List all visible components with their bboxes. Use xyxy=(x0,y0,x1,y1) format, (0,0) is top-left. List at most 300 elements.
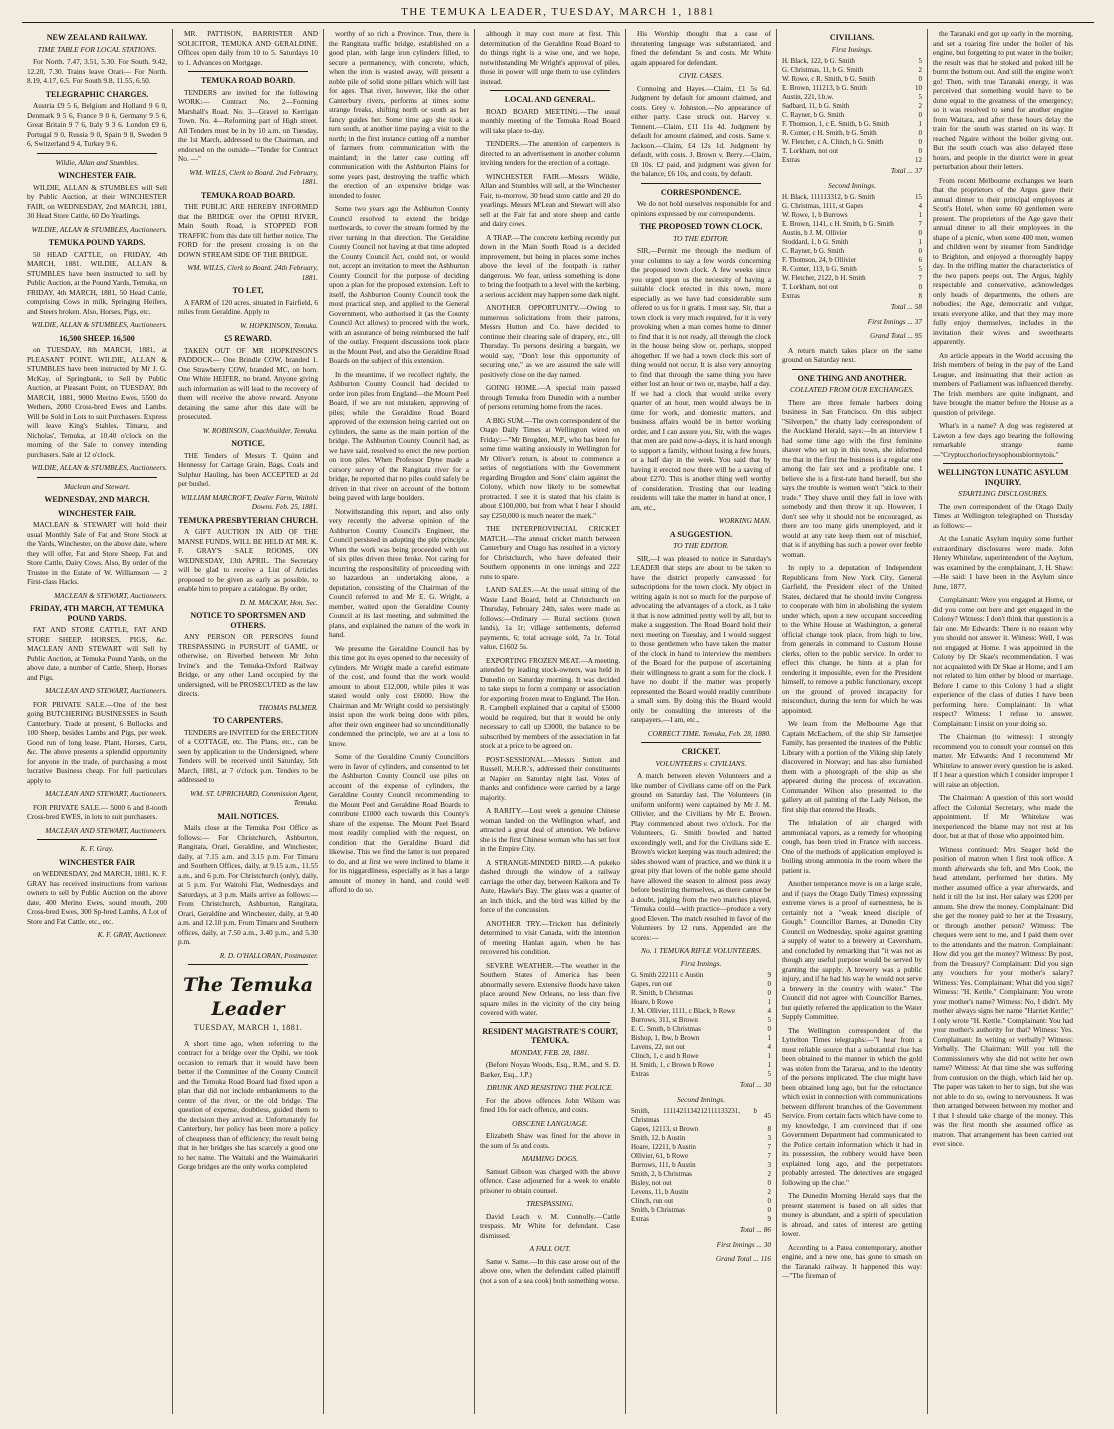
score-row xyxy=(782,102,922,111)
score-row xyxy=(631,1043,771,1052)
subheading: First Innings. xyxy=(680,958,722,968)
paragraph: TENDERS are invited for the following WORK:— Contract No. 2—Forming Marshall's Road. No. 3—Gravel to Kerrigan Town. No. 4—Reforming part of High street. All Tenders must be in by 10 a.m. on Tuesday, the 1st March, addressed to the Chairman, and endorsed on the outside—"Tender for Contract No. —" xyxy=(178,87,318,163)
divider xyxy=(37,477,157,478)
score-row xyxy=(631,1206,771,1215)
paragraph: For North. 7.47, 3.51, 5.30. For South. 9.42, 12.20, 7.30. Trains leave Orari— For North. 8.19, 4.17, 6.5. For South 9.8, 11.55, 6.50. xyxy=(27,57,167,85)
batsman-runs: 9 xyxy=(767,1215,771,1223)
batsman-runs: 5 xyxy=(767,1016,771,1024)
subheading: First Innings. xyxy=(831,44,873,54)
paragraph: LAND SALES.—At the usual sitting of the Waste Land Board, held at Christchurch on Thursday, February 24th, sales were made as follows:—Ordinary — Rural sections (town lands), 1a 1r; village settlements, deferred payments, 6; total acreage sold, 7a 1r. Total value, £1602 5s. xyxy=(480,585,620,651)
score-row xyxy=(782,283,922,292)
signature: WM. WILLS, Clerk to Board. 24th February, 1881. xyxy=(187,263,318,282)
batsman-name: Bishop, 1, lbw, b Brown xyxy=(631,1034,700,1042)
score-row xyxy=(782,247,922,256)
divider xyxy=(490,90,610,91)
batsman-runs: 12 xyxy=(915,156,922,164)
signature: WM. ST. UPRICHARD, Commission Agent, Temuka. xyxy=(190,788,318,807)
paragraph: We learn from the Melbourne Age that Captain McEachern, of the ship Sir Jamsetjee Family, has presented the trustees of the Public Library with a portion of the Viking ship lately discovered in Norway; and has also furnished them with a photograph of the ship as she appeared during the process of excavation. Commander Wilson also presented to the gallery an oil painting of the Lady Nelson, the first ship that entered the Heads. xyxy=(782,719,922,814)
paragraph: A GIFT AUCTION IN AID OF THE MANSE FUNDS, WILL BE HELD AT MR. K. F. GRAY'S SALE ROOMS, ON WEDNESDAY, 13th APRIL. The Secretary will be glad to receive a List of Articles proposed to be given as early as possible, to enable him to prepare a catalogue. By order, xyxy=(178,527,318,593)
paragraph: A BIG SUM.—The own correspondent of the Otago Daily Times at Wellington wired on Friday:—"Mr Brogden, M.P., who has been for some time waiting anxiously in Wellington for Mr Oliver's return, is about to commence a series of negotiations with the Government regarding Brogden and Sons' claim against the Colony, which now likely to be somewhat protracted. I see it is stated that his claim is about £100,000, but from what I hear I should say £250,000 is much nearer the mark." xyxy=(480,415,620,520)
batsman-runs: 1 xyxy=(767,998,771,1006)
heading: TO CARPENTERS. xyxy=(213,716,283,725)
score-row xyxy=(631,1134,771,1143)
batsman-name: Extras xyxy=(631,1215,649,1223)
subheading: TO THE EDITOR. xyxy=(673,233,729,243)
columns xyxy=(22,29,1094,1414)
heading: TEMUKA PRESBYTERIAN CHURCH. xyxy=(178,515,318,525)
batsman-runs: 3 xyxy=(767,1134,771,1142)
heading: TO LET, xyxy=(232,286,264,295)
paragraph: We do not hold ourselves responsible for and opinions expressed by our correspondents. xyxy=(631,199,771,218)
heading: TEMUKA ROAD BOARD. xyxy=(200,76,295,85)
signature: THOMAS PALMER. xyxy=(258,702,318,712)
divider xyxy=(37,839,157,840)
batsman-runs: 0 xyxy=(918,147,922,155)
score-row xyxy=(631,1052,771,1061)
batsman-name: W. Fletcher, 2122, b H. Smith xyxy=(782,274,866,282)
score-row xyxy=(782,229,922,238)
batsman-name: F. Thomson, 24, b Ollivier xyxy=(782,256,857,264)
subheading: CIVIL CASES. xyxy=(678,71,724,80)
score-row xyxy=(782,147,922,156)
heading: NEW ZEALAND RAILWAY. xyxy=(46,33,148,42)
column-3 xyxy=(324,29,475,1414)
batsman-runs: 0 xyxy=(918,283,922,291)
column-1 xyxy=(22,29,173,1414)
batsman-runs: 7 xyxy=(767,1143,771,1151)
heading: NOTICE TO SPORTSMEN AND OTHERS. xyxy=(190,611,306,630)
subheading: K. F. Gray. xyxy=(80,844,114,853)
paragraph: ANOTHER TRY.—Trickett has definitely determined to visit Canada, with the intention of meeting Hanlan again, when he has recovered his condition. xyxy=(480,918,620,956)
batsman-runs: 2 xyxy=(767,1188,771,1196)
paragraph: THE PUBLIC ARE HEREBY INFORMED that the BRIDGE over the OPIHI RIVER, Main South Road, is STOPPED FOR TRAFFIC from this date till further notice. The FORD for the present crossing is on the DOWN STREAM SIDE OF THE BRIDGE. xyxy=(178,202,318,259)
subheading: COLLATED FROM OUR EXCHANGES. xyxy=(790,385,914,394)
masthead-date: TUESDAY, MARCH 1, 1881. xyxy=(193,1023,303,1032)
scorecard-volunteers-first xyxy=(631,971,771,1079)
batsman-runs: 0 xyxy=(767,1197,771,1205)
heading: NOTICE. xyxy=(231,439,265,448)
subheading: Maclean and Stewart. xyxy=(63,481,131,491)
score-row xyxy=(782,93,922,102)
subheading: No. 1 TEMUKA RIFLE VOLUNTEERS. xyxy=(640,946,762,955)
signature: WILDIE, ALLAN & STUMBLES, Auctioneers. xyxy=(31,320,167,329)
subheading: TO THE EDITOR. xyxy=(673,541,729,550)
divider xyxy=(943,463,1063,464)
batsman-runs: 3 xyxy=(767,1161,771,1169)
paragraph: According to a Patea contemporary, another engine, and a new one, has gone to smash on the Taranaki railway. It happened this way:—"The fireman of xyxy=(782,1242,922,1280)
paragraph: A return match takes place on the same ground on Saturday next. xyxy=(782,345,922,364)
divider xyxy=(641,183,761,184)
newspaper-page xyxy=(22,6,1094,1416)
batsman-name: H. Black, 122, b G. Smith xyxy=(782,57,855,65)
score-row xyxy=(631,1070,771,1079)
batsman-runs: 5 xyxy=(918,57,922,65)
score-row xyxy=(631,1161,771,1170)
batsman-name: Gapes, run out xyxy=(631,980,673,988)
score-row xyxy=(631,1025,771,1034)
batsman-name: Austin, b J. M. Ollivier xyxy=(782,229,848,237)
divider xyxy=(188,71,308,72)
batsman-name: C. Rayner, b G. Smith xyxy=(782,247,845,255)
paragraph: WILDIE, ALLAN & STUMBLES will Sell by Public Auction, at their WINCHESTER FAIR, on WEDNESDAY, 2nd MARCH, 1881, 30 Head Store Cattle, 60 Do Yearlings. xyxy=(27,182,167,220)
divider xyxy=(188,964,308,965)
heading: TEMUKA ROAD BOARD. xyxy=(200,190,295,200)
score-row xyxy=(631,989,771,998)
paragraph: The own correspondent of the Otago Daily Times at Wellington telegraphed on Thursday as follows:— xyxy=(933,501,1073,530)
paragraph: Some of the Geraldine County Councillors were in favor of cylinders, and consented to let the Ashburton County Council use piles on account of the expense of cylinders, the Geraldine County Council recommending to the Mount Peel and Geraldine Road Boards to contribute £1000 each towards this County's share of the expense. The Mount Peel Board most readily complied with the request, on condition that the Geraldine Board did likewise. This we find the latter is not prepared to do, and at first we were inclined to blame it for its niggardliness, especially as it has a large amount of money in hand, and could well afford to do so. xyxy=(329,752,469,894)
score-row xyxy=(631,980,771,989)
score-row xyxy=(782,138,922,147)
heading: 16,500 SHEEP. 16,500 xyxy=(59,333,135,343)
scorecard-civilians-second xyxy=(782,193,922,301)
signature: R. D. O'HALLORAN, Postmaster. xyxy=(219,950,318,960)
paragraph: Austria £9 5 6, Belgium and Holland 9 6 0, Denmark 9 5 6, France 9 0 6, Germany 9 5 6, Great Britain 9 7 6, Italy 9 3 6. London £9 6, Portugal 9 0, Russia 9 0, Spain 9 8, Sweden 9 6, Switzerland 9 4, Turkey 9 6. xyxy=(27,101,167,148)
score-row xyxy=(782,265,922,274)
heading: WEDNESDAY, 2ND MARCH. xyxy=(44,495,150,504)
paragraph: A FARM of 120 acres, situated in Fairfield, 6 miles from Geraldine. Apply to xyxy=(178,297,318,316)
score-row xyxy=(782,202,922,211)
paragraph: FAT AND STORE CATTLE, FAT AND STORE SHEEP, HORSES, PIGS, &c. MACLEAN AND STEWART will Sell by Public Auction, at Temuka Pound Yards, on the above date, a number of Cattle, Sheep, Horses and Pigs. xyxy=(27,625,167,682)
batsman-runs: 2 xyxy=(918,66,922,74)
score-row xyxy=(631,998,771,1007)
subheading: OBSCENE LANGUAGE. xyxy=(512,1118,588,1128)
heading: RESIDENT MAGISTRATE'S COURT, TEMUKA. xyxy=(482,1026,618,1045)
score-row xyxy=(631,1034,771,1043)
paragraph: FOR PRIVATE SALE.—One of the best going BUTCHERING BUSINESSES in South Canterbury. Trade at present, 6 Bullocks and 100 Sheep, besides Lambs and Pigs, per week. Good run of long lease. Plant, Horses, Carts, &c. The above presents a splendid opportunity for anyone in the trade, of purchasing a most lucrative Business cheap. For full particulars apply to xyxy=(27,699,167,785)
heading: WINCHESTER FAIR xyxy=(58,857,136,867)
heading: TEMUKA POUND YARDS. xyxy=(48,238,146,247)
score-row xyxy=(631,1007,771,1016)
batsman-runs: 0 xyxy=(767,989,771,997)
paragraph: The inhalation of air charged with ammoniacal vapors, as a remedy for whooping cough, has been tried in France with success. One of the methods of application employed is boiling strong ammonia in the room where the patient is. xyxy=(782,818,922,875)
heading: FRIDAY, 4TH MARCH, AT TEMUKA POUND YARDS. xyxy=(29,604,165,623)
batsman-runs: 1 xyxy=(767,1034,771,1042)
heading: A SUGGESTION. xyxy=(669,529,733,539)
batsman-runs: 6 xyxy=(918,256,922,264)
paragraph: on TUESDAY, 8th MARCH, 1881, at PLEASANT POINT. WILDIE, ALLAN & STUMBLES have been instructed by Mr J. G. McKay, of Springbank, to Sell by Public Auction, at Pleasant Point, on TUESDAY, 8th MARCH, 1881, 9000 Merino Ewes, 5500 do Wethers, 2000 Cross-bred Ewes and Lambs. Will be Sold in Lots to suit Purchasers. Express will leave King's Stables, Timaru, and Nicholas', Temuka, at 10.40 o'clock on the morning of the Sale to convey intending purchasers. Sale at 12 o'clock. xyxy=(27,345,167,459)
batsman-name: Extras xyxy=(631,1070,649,1078)
batsman-runs: 4 xyxy=(767,1043,771,1051)
paragraph: There are three female barbers doing business in San Francisco. On this subject "Silverpen," the chatty lady correspondent of the Auckland Herald, says:—In an interview I had some time ago with the first feminine shaver who set up in this town, she informed me that in the first the business is a regular one among the fair sex and a profitable one. I believe she is a first-rate hand herself, but she says the trouble is women won't "stick to their trade." They shave until they fall in love with somebody and then throw it up. However, I don't see why it should not be encouraged, as there are too many girls unemployed, and it would at any rate keep them out of mischief, that is if anything has such a power over feeble woman. xyxy=(782,397,922,559)
batsman-name: Smith, b Christmas xyxy=(631,1206,685,1214)
signature: CORRECT TIME. Temuka, Feb. 28, 1880. xyxy=(647,728,771,738)
innings-total: Total ... 37 xyxy=(890,166,922,175)
paragraph: For the above offences John Wilson was fined 10s for each offence, and costs. xyxy=(480,1095,620,1114)
batsman-name: H. Black, 111113312, b G. Smith xyxy=(782,193,875,201)
batsman-name: R. Smith, b Christmas xyxy=(631,989,694,997)
batsman-runs: 2 xyxy=(918,102,922,110)
divider xyxy=(490,1022,610,1023)
column-7 xyxy=(928,29,1078,1414)
batsman-runs: 0 xyxy=(918,75,922,83)
paragraph: MACLEAN & STEWART will hold their usual Monthly Sale of Fat and Store Stock at the Yards, Winchester, on the above date, where they will offer, Fat and Store Sheep, Fat and Store Cattle, Dairy Cows. Also, By order of the Trustee in the Estate of W. Williamson — 2 First-class Hacks. xyxy=(27,520,167,586)
heading: WELLINGTON LUNATIC ASYLUM INQUIRY. xyxy=(937,468,1069,487)
paragraph: A match between eleven Volunteers and a like number of Civilians came off on the Park ground on Saturday last. The Volunteers (in uniform uniform) were captained by Mr J. M. Ollivier, and the Civilians by Mr E. Brown. Play commenced about two o'clock. For the Volunteers, G. Smith bowled and batted exceedingly well, and for the Civilians side E. Brown's wicket keeping was much admired; the sides showed want of practice, and we think it a great pity that lovers of the noble game should have allowed the season to almost pass away before bestirring themselves, as there cannot be a doubt, judging from the two matches played, 'Temuka could—with practice—produce a very good Eleven. The match resulted in favor of the Volunteers by 12 runs. Appended are the scores:— xyxy=(631,771,771,942)
batsman-runs: 0 xyxy=(918,229,922,237)
score-row xyxy=(782,120,922,129)
paragraph: In the meantime, if we recollect rightly, the Ashburton County Council had decided to order iron piles from England—the Mount Peel Board, if we are not mistaken, approving of piles; while the Geraldine Road Board approved of the extension being carried out on cylinders, the same as the main portion of the bridge. The Ashburton County Council had, as we have said, resolved to erect the new portion on iron piles. When Professor Dyne made a cursory survey of the Rangitata river for a bridge, he reported that no piles could safely be driven in that river on account of the bottom being paved with large boulders. xyxy=(329,369,469,502)
paragraph: Samuel Gibson was charged with the above offence. Case adjourned for a week to enable prisoner to obtain counsel. xyxy=(480,1166,620,1195)
batsman-runs: 0 xyxy=(767,1025,771,1033)
paragraph: The Dunedin Morning Herald says that the present statement is based on all sides that money is abundant, and a spirit of speculation is abroad, and rates of interest are getting lower. xyxy=(782,1191,922,1238)
batsman-name: Bisley, not out xyxy=(631,1179,672,1187)
paragraph: although it may cost more at first. This determination of the Geraldine Road Board to do things right is a wise one, and we hope, notwithstanding Mr Wright's approval of piles, those in power will urge them to use cylinders instead. xyxy=(480,29,620,86)
paragraph: Elizabeth Shaw was fined for the above in the sum of 5s and costs. xyxy=(480,1131,620,1150)
signature: W. HOPKINSON, Temuka. xyxy=(240,320,318,330)
batsman-runs: 5 xyxy=(918,265,922,273)
score-row xyxy=(631,1179,771,1188)
batsman-runs: 5 xyxy=(918,93,922,101)
signature: WORKING MAN. xyxy=(718,516,771,525)
subheading: A FALL OUT. xyxy=(529,1244,571,1253)
batsman-runs: 0 xyxy=(767,980,771,988)
heading: CIVILIANS. xyxy=(829,33,875,42)
paragraph: ANY PERSON OR PERSONS found TRESPASSING in PURSUIT of GAME, or otherwise, on Riverbed between Mr John Irvine's and the Temuka-Oxford Railway Bridge, or any other Land occupied by the undersigned, will be PROSECUTED as the law directs. xyxy=(178,632,318,698)
signature: MACLEAN AND STEWART, Auctioneers. xyxy=(45,825,167,835)
score-row xyxy=(631,1016,771,1025)
batsman-name: Stoddard, 1, b G. Smith xyxy=(782,238,849,246)
paragraph: THE Tenders of Messrs T. Quinn and Hennessy for Cartage Grain, Bags, Coals and Sulphur Hauling, has been ACCEPTED at 2d per bushel. xyxy=(178,450,318,488)
signature: MACLEAN AND STEWART, Auctioneers. xyxy=(45,686,167,695)
score-row xyxy=(782,66,922,75)
score-row xyxy=(631,1125,771,1134)
heading: MAIL NOTICES. xyxy=(217,811,279,821)
paragraph: Complainant: Were you engaged at Home, or did you come out here and get engaged in the Colony? Witness: I don't think that question is a fair one. Mr Edwards: There is no reason why you should not answer it. Witness: Well, I was not engaged at Home. I was appointed in the Colony by Dr Skae's recommendation. I was not acquainted with Dr Skae at Home, and I am not related to him either by blood or marriage. Before I came to this Colony I had a slight experience of the class of duties I have been performing here. Complainant: In what respect? Witness: I refuse to answer. Complainant: I insist on your doing so. xyxy=(933,595,1073,728)
batsman-runs: 0 xyxy=(918,138,922,146)
score-row xyxy=(782,238,922,247)
batsman-runs: 0 xyxy=(767,1206,771,1214)
paragraph: A TRAP.—The concrete kerbing recently put down in the Main South Road is a decided improvement, but being in places some inches above the level of the footpath is rather dangerous. We fear, unless something is done to bring the footpath to a level with the kerbing, a serious accident may happen some dark night. xyxy=(480,232,620,299)
batsman-name: T. Lorkham, not out xyxy=(782,283,839,291)
paragraph: (Before Noyau Woods, Esq., R.M., and S. D. Barker, Esq., J.P.) xyxy=(480,1060,620,1079)
signature: D. M. MACKAY, Hon. Sec. xyxy=(239,597,318,607)
paragraph: A short time ago, when referring to the contract for a bridge over the Opihi, we took occasion to remark that it would have been better if the Committee of the County Council and the Temuka Road Board had fixed upon a plan that did not include embankments to the centre of the river, or the old bridge. The question of expense, doubtless, guided them to the decision they arrived at. Unfortunately for Canterbury, her policy has been more a policy of cheapness than of efficiency; the result being that in her bridges she has scarcely a good one to her name. The Waitaki and the Waimakariri Gorge bridges are the only works completed xyxy=(178,1038,318,1171)
batsman-name: W. Rowe, c R. Smith, b G. Smith xyxy=(782,75,876,83)
innings-total: Total ... 30 xyxy=(739,1080,771,1089)
column-5 xyxy=(626,29,777,1414)
batsman-runs: 1 xyxy=(918,238,922,246)
heading: WINCHESTER FAIR. xyxy=(57,508,137,518)
subheading: MONDAY, FEB. 28, 1881. xyxy=(510,1047,590,1057)
paragraph: Another temperance move is on a large scale, and if (says the Otago Daily Times) expressing extreme views is a proof of earnestness, he is certainly not a "weak kneed disciple of Gough." Councillor Barnes, at Dunedin City Council on Wednesday, spoke against granting a supply of water to a brewery at Caversham, and concluded by remarking that "it was not as though any useful purpose would be served by granting the supply. A brewery was a public injury, and if he had his way he would not serve a brewery in the country with water." The Council did not agree with Councillor Barnes, but quietly referred the application to the Water Supply Committee. xyxy=(782,879,922,1021)
batsman-name: Extras xyxy=(782,156,800,164)
score-row xyxy=(631,1188,771,1197)
batsman-name: W. Fletcher, c A. Clinch, b G. Smith xyxy=(782,138,884,146)
divider xyxy=(792,369,912,370)
paragraph: on WEDNESDAY, 2nd MARCH, 1881. K. F. GRAY has received instructions from various owners to sell by Public Auction on the above date, 400 Merino Ewes, sound mouth, 200 Cross-bred Ewes, 300 Sp-bred Lambs, A Lot of Store and Fat Cattle, etc., etc. xyxy=(27,869,167,926)
paragraph: ROAD BOARD MEETING.—The usual monthly meeting of the Temuka Road Board will take place to-day. xyxy=(480,106,620,135)
signature: WILLIAM MARCROFT, Dealer Farm, Waitohi Downs. Feb. 25, 1881. xyxy=(180,492,318,511)
grand-total: Grand Total ... 95 xyxy=(869,331,922,340)
divider xyxy=(641,742,761,743)
column-4 xyxy=(475,29,626,1414)
paragraph: The Wellington correspondent of the Lyttelton Times telegraphs:—"I hear from a most reliable source that a substantial clue has been obtained to the manner in which the gold was stolen from the Tararua, and to the identity of the persons implicated. The clue might have been obtained long ago, but for the reluctance which exist in connection with communications between different branches of the Government Service. From certain facts which have come to my knowledge, I am convinced that if one Government Department had communicated to the Police certain information which it had in its possession, the robbery would have been explained long ago, and the perpetrators probably arrested. The detectives are engaged following up the clue." xyxy=(782,1025,922,1187)
signature: W. ROBINSON, Coachbuilder, Temuka. xyxy=(202,425,318,435)
paragraph: Connoing and Hayes.—Claim, £1 5s 6d. Judgment by default for amount claimed, and costs. Grey v. Johnston.—No appearance of either party. Case struck out. Harvey v. Tennent.—Claim, £11 11s 4d. Judgment by default for amount claimed, and costs. Same v. Jackson.—Claim, £4 12s 1d. Judgment by default, with costs. J. Brown v. Berry.—Claim, £8 10s. £2 paid, and judgment was given for the balance, £6 10s, and costs, by default. xyxy=(631,83,771,178)
paragraph: FOR PRIVATE SALE.— 5000 6 and 8-tooth Cross-bred EWES, in lots to suit purchasers. xyxy=(27,802,167,821)
batsman-runs: 8 xyxy=(767,1125,771,1133)
paragraph: Notwithstanding this report, and also only very recently the adverse opinion of the Ashburton County Council's Engineer, the Council persisted in adopting the pile principle. When the work was being proceeded with out of six piles driven three broke. Not caring for incurring the responsibility of proceeding with so hazardous an undertaking alone, a deputation, consisting of the Chairman of the Council referred to and Mr E. G. Wright, a member, waited upon the Geraldine County Council at its last meeting, and submitted the plans, and explained the nature of the work in hand. xyxy=(329,506,469,639)
score-row xyxy=(631,1197,771,1206)
paragraph: TENDERS are INVITED for the ERECTION of a COTTAGE, etc. The Plans, etc., can be seen by application to the Undersigned, where Tenders will be received until Saturday, 5th March, 1881, at 7 o'clock p.m. Tenders to be addressed to xyxy=(178,727,318,784)
signature: WILDIE, ALLAN & STUMBLES, Auctioneers. xyxy=(31,463,167,472)
score-row xyxy=(782,220,922,229)
score-row xyxy=(782,84,922,93)
batsman-name: Clinch, 1, c and b Rowe xyxy=(631,1052,699,1060)
paragraph: GOING HOME.—A special train passed through Temuka from Dunedin with a number of persons returning home from the races. xyxy=(480,383,620,411)
score-row xyxy=(631,1061,771,1070)
paragraph: In reply to a deputation of Independent Republicans from New York City, General Garfield, the President elect of the United States, declared that he should invite Congress to cooperate with him in abolishing the system under which, upon a new occupant succeeding to the White House at Washington, a general official change took place, from high to low, from generals in command to Custom House clerks, often to the public service. In order to effect this change, he hints at a plan for rendering it impossible, even for the President himself, to remove a public functionary, except on the ground of proved incapacity for misconduct, during the term for which he was appointed. xyxy=(782,563,922,715)
batsman-runs: 7 xyxy=(918,220,922,228)
subheading: TRESPASSING. xyxy=(526,1199,574,1208)
batsman-name: W. Rowe, 1, b Burrows xyxy=(782,211,848,219)
heading: THE PROPOSED TOWN CLOCK. xyxy=(639,222,763,231)
signature: WILDIE, ALLAN & STUMBLES, Auctioneers. xyxy=(31,224,167,234)
paragraph: worthy of so rich a Province. True, there is the Rangitata traffic bridge, established on a good plan, with large iron cylinders filled, to secure a permanency, with concrete, which, when the iron is wasted away, will present a noble pile of solid stone pillars which will last for ages. That river, however, like the other Canterbury rivers, performs at times some strange freaks, shifting north or south as her fancy guides her. Some time ago she took a turn south, at another time paying a visit to the north; in the first instance cutting off a number of farmers from communication with the mainland; in the latter case cutting off communication with the Ashburton Plains for some years past, destroying the traffic which the erection of an expensive bridge was intended to foster. xyxy=(329,29,469,200)
batsman-name: R. Comer, 113, b G. Smith xyxy=(782,265,857,273)
heading: CRICKET. xyxy=(681,747,721,756)
score-row xyxy=(782,256,922,265)
heading: WINCHESTER FAIR. xyxy=(57,171,137,180)
batsman-runs: 7 xyxy=(918,274,922,282)
batsman-runs: 4 xyxy=(767,1007,771,1015)
score-row xyxy=(782,75,922,84)
batsman-runs: 4 xyxy=(918,202,922,210)
batsman-runs: 2 xyxy=(767,1170,771,1178)
scorecard-civilians-first xyxy=(782,57,922,165)
subheading: VOLUNTEERS v. CIVILIANS. xyxy=(655,758,747,768)
batsman-name: R. Comer, c H. Smith, b G. Smith xyxy=(782,129,877,137)
paragraph: Some two years ago the Ashburton County Council resolved to extend the bridge northwards, to cover the stream formed by the river turning in that direction. The Geraldine County Council not having at that time adopted the County Council Act, could not, or would not, accept an invitation to meet the Ashburton County Council for the purpose of deciding upon a plan for the proposed extension. Left to itself, the Ashburton County Council took the most practical step, and applied to the General Government, who authorised it (as the County Council Act allows) to proceed with the work, with an assurance of being reimbursed the half of the outlay. Frequent discussions took place in the Mount Peel, and also the Geraldine Road Boards on the subject of this extension. xyxy=(329,204,469,365)
paragraph: Mails close at the Temuka Post Office as follows:— For Christchurch, Ashburton, Rangitata, Orari, Geraldine, and Winchester, daily, at 7.15 a.m. and 3.15 p.m. For Timaru and Southern Offices, daily, at 9.15 a.m., 11.55 a.m., and 6 p.m. For Christchurch (only), daily, at 5 p.m. For Waitohi Flat, Wednesdays and Saturdays, at 3 p.m. Mails arrive as follows:— From Christchurch, Ashburton, Rangitata, Orari, Geraldine and Winchester, daily, at 9.40 a.m. and 12.10 p.m. From Timaru and Southern offices, daily, at 7.50 a.m., 3.40 p.m., and 5.30 p.m. xyxy=(178,823,318,946)
batsman-name: Smith, 2, b Christmas xyxy=(631,1170,692,1178)
paragraph: The Chairman: A question of this sort would affect the Colonial Secretary, who made the appointment. If Mr Whitelaw was inexperienced the blame may not rest at his door, but at that of those who appointed him. xyxy=(933,793,1073,840)
batsman-runs: 1 xyxy=(767,1052,771,1060)
batsman-runs: 0 xyxy=(918,129,922,137)
score-row xyxy=(782,274,922,283)
batsman-name: C. Rayner, b G. Smith xyxy=(782,111,845,119)
batsman-runs: 10 xyxy=(915,84,922,92)
batsman-runs: 1 xyxy=(918,211,922,219)
batsman-name: G. Christmas, 1111, st Gapes xyxy=(782,202,864,210)
score-row xyxy=(631,1215,771,1224)
score-row xyxy=(782,193,922,202)
score-row xyxy=(782,111,922,120)
batsman-name: F. Thomson, 1, c E. Smith, b G. Smith xyxy=(782,120,890,128)
batsman-runs: 0 xyxy=(918,111,922,119)
subheading: Wildie, Allan and Stumbles. xyxy=(55,157,139,167)
signature: WM. WILLS, Clerk to Board. 2nd February, 1881. xyxy=(189,167,318,186)
heading: CORRESPONDENCE. xyxy=(660,187,742,197)
batsman-name: Sadbard, 11, b G. Smith xyxy=(782,102,850,110)
batsman-name: Austin, 221, l.b.w. xyxy=(782,93,834,101)
paragraph: POST-SESSIONAL.—Messrs Sutton and Russell, M.H.R.'s, addressed their constituents at Napier on Saturday night last. Votes of thanks and confidence were carried by a large majority. xyxy=(480,754,620,802)
innings-total: First Innings ... 37 xyxy=(867,316,922,326)
batsman-name: Smith, 12, b Austin xyxy=(631,1134,686,1142)
batsman-name: Ollivier, 61, b Rowe xyxy=(631,1152,689,1160)
batsman-name: J. M. Ollivier, 1111, c Black, b Rowe xyxy=(631,1007,735,1015)
batsman-name: G. Christmas, 11, b G. Smith xyxy=(782,66,864,74)
batsman-name: E. C. Smith, b Christmas xyxy=(631,1025,701,1033)
paragraph: EXPORTING FROZEN MEAT.—A meeting, attended by leading stock-owners, was held in Dunedin on Saturday morning. It was decided to take steps to form a company or association for exporting frozen meat to England. The Hon. R. Campbell explained that a capital of £5000 would be required, but that it would be only necessary to call up £3000, the balance to be subscribed by members of the association in fat stock at a price to be agreed on. xyxy=(480,655,620,750)
batsman-name: Gapes, 12113, st Brown xyxy=(631,1125,699,1133)
batsman-name: Burrows, 111, b Austin xyxy=(631,1161,696,1169)
batsman-name: E. Brown, 111213, b G. Smith xyxy=(782,84,867,92)
batsman-runs: 15 xyxy=(915,193,922,201)
column-6 xyxy=(777,29,928,1414)
batsman-runs: 7 xyxy=(767,1152,771,1160)
subheading: Second Innings. xyxy=(828,180,876,190)
paragraph: ANOTHER OPPORTUNITY.—Owing to numerous solicitations from their patrons, Messrs Hutton and Co. have decided to continue their clearing sale of drapery, etc., till Thursday. To persons desiring a bargain, we would say, "Don't lose this opportunity of securing one," as we are assured the sale will positively close on the day named. xyxy=(480,303,620,379)
batsman-name: Smith, 1111421134212111133231, b Christmas xyxy=(631,1107,757,1124)
score-row xyxy=(782,156,922,165)
paragraph: What's in a name? A dog was registered at Lawton a few days ago bearing the following remarkable strange name—"Cryptocchoriochrysophousbiormytois." xyxy=(933,421,1073,459)
batsman-runs: 0 xyxy=(767,1179,771,1187)
paragraph: An article appears in the World accusing the Irish members of being in the pay of the Land League, and insinuating that their action as members of Parliament was influenced thereby. The Irish members are quite indignant, and have brought the matter before the House as a question of privilege. xyxy=(933,350,1073,417)
score-row xyxy=(782,211,922,220)
score-row xyxy=(782,129,922,138)
paragraph: MR. PATTISON, BARRISTER AND SOLICITOR, TEMUKA AND GERALDINE. Offices open daily from 10 to 5. Saturdays 10 to 1. Advances on Mortgage. xyxy=(178,29,318,67)
paragraph: SIR,—Permit me through the medium of your columns to say a few words concerning the proposed town clock. A few weeks since you urged upon us the necessity of having a suitable clock erected in this town, more especially as we have had considerable sum offered to us for it gratis. I must say, Sir, that a town clock is very much required, for it is very provoking when a man comes home to dinner to find that it is not ready, all through the clock in the house being slow or, perhaps, stopped altogether. If we had a town clock this sort of thing would not occur. It is also very annoying to find that through the same thing you have either lost an hour or two or, maybe, half a day. If we had a clock that would strike every quarter of an hour, men would always be in time for work, and domestic matters, and business affairs would be in better working order, and I can assure you, Sir, with the wages that men are paid now-a-days, it is hard enough to support a family, without losing a few hours, or a half day in the week. You said that by having it erected now there will be a saving of about £270. This is another thing well worthy of consideration. Trusting that our leading residents will take the matter in hand at once, I am, etc., xyxy=(631,246,771,512)
batsman-name: Hoare, 12211, b Austin xyxy=(631,1143,696,1151)
heading: TELEGRAPHIC CHARGES. xyxy=(45,89,149,99)
subheading: DRUNK AND RESISTING THE POLICE. xyxy=(486,1083,614,1092)
score-row xyxy=(631,1170,771,1179)
paragraph: WINCHESTER FAIR.—Messrs Wildie, Allan and Stumbles will sell, at the Winchester Fair, to-morrow, 30 head store cattle and 20 do yearlings. Messrs M'Lean and Stewart will also sell at the Fair fat and store sheep and cattle and dairy cows. xyxy=(480,171,620,228)
paragraph: The Chairman (to witness): I strongly recommend you to consult your counsel on this matter. Mr Edwards: And I recommend Mr Whitelaw to answer every question he is asked. If I hear a question which I consider improper I will raise an objection. xyxy=(933,732,1073,789)
heading: £5 REWARD. xyxy=(224,334,272,343)
batsman-name: Burrows, 311, st Brown xyxy=(631,1016,698,1024)
paragraph: His Worship thought that a case of threatening language was substantiated, and fined the defendant 5s and costs. Mr White again appeared for defendant. xyxy=(631,29,771,67)
signature: MACLEAN AND STEWART, Auctioneers. xyxy=(45,789,167,798)
paragraph: A STRANGE-MINDED BIRD.—A pukeko dashed through the window of a railway carriage the other day, between Kaikora and Te Aute, Hawke's Bay. The glass was a quarter of an inch thick, and the bird was killed by the force of the concussion. xyxy=(480,857,620,914)
batsman-runs: 45 xyxy=(764,1111,771,1120)
paragraph: THE INTERPROVINCIAL CRICKET MATCH.—The annual cricket match between Canterbury and Otago has resulted in a victory for Christchurch, who have defeated their Southern opponents in one innings and 222 runs to spare. xyxy=(480,524,620,581)
batsman-runs: 1 xyxy=(918,120,922,128)
batsman-runs: 1 xyxy=(767,1061,771,1069)
batsman-name: T. Lorkham, not out xyxy=(782,147,839,155)
subheading: TIME TABLE FOR LOCAL STATIONS. xyxy=(37,44,157,54)
paragraph: Same v. Same.—In this case arose out of the above one, when the defendant called plaintiff (not a son of a sea cook) both something worse. xyxy=(480,1256,620,1285)
paragraph: Witness continued: Mrs Seager held the position of matron when I first took office. A month afterwards she left, and Mrs Cook, the head attendant, performed her duties. My mother assumed office a year afterwards, and held it till the 1st inst. Her salary was £200 per annum. She drew the money. Complainant: Did she get the money paid to her at the Treasury, or through another person? Witness: The cheques were sent to me, and I paid them over to the attendants and the matron. Complainant: How did you get the money? Witness: By post, from the Treasury? Complainant: Did you sign any vouchers for your mother's salary? Witness: Yes. Complainant: What did you sign? Witness: "H. Kettle." Complainant: You wrote your mother's name? Witness: No, I didn't. My mother always signs her name "Harriet Kettle;" I only wrote "H. Kettle." Complainant: You had your mother's authority for that? Witness: Yes. Complainant: In writing or verbally? Witness: Verbally. The Chairman: Will you tell the Commissioners why she did not write her own name? Witness: At that time she was suffering from contusion on the thigh, which laid her up. The paper was taken to her to sign, but she was not able to do so, owing to nervousness. It was then arranged between between my mother and I that I should take charge of the money. This was the first month she assumed office as matron. That arrangement has been carried out ever since. xyxy=(933,844,1073,1148)
batsman-name: Clinch, run out xyxy=(631,1197,674,1205)
batsman-runs: 0 xyxy=(918,247,922,255)
paragraph: 50 HEAD CATTLE, on FRIDAY, 4th MARCH, 1881. WILDIE, ALLAN & STUMBLES have been instructed to sell by Public Auction, at the Pound Yards, Temuka, on FRIDAY, 4th MARCH, 1881, 50 Head Cattle, comprising Cows in milk, Springing Heifers, and Steers broken. Also, Horses, Pigs, etc. xyxy=(27,249,167,316)
score-row xyxy=(631,971,771,980)
divider xyxy=(37,153,157,154)
batsman-runs: 5 xyxy=(767,1070,771,1078)
batsman-name: Lavens, 22, not out xyxy=(631,1043,685,1051)
subheading: STARTLING DISCLOSURES. xyxy=(958,489,1048,498)
paragraph: David Leach v. M. Connolly.—Cattle trespass. Mr White for defendant. Case dismissed. xyxy=(480,1211,620,1240)
paragraph: At the Lunatic Asylum inquiry some further extraordinary disclosures were made. John Henry Whitelaw, superintendent of the Asylum, was examined by the complainant, J. H. Shaw:—He said: I have been in the Asylum since June, 1877. xyxy=(933,534,1073,591)
paragraph: TENDERS.—The attention of carpenters is directed to an advertisement in another column inviting tenders for the erection of a cottage. xyxy=(480,139,620,167)
scorecard-volunteers-second xyxy=(631,1107,771,1224)
signature: K. F. GRAY, Auctioneer. xyxy=(97,930,167,939)
subheading: Second Innings. xyxy=(677,1094,725,1104)
batsman-name: Extras xyxy=(782,292,800,300)
score-row xyxy=(631,1143,771,1152)
score-row xyxy=(782,292,922,301)
heading: ONE THING AND ANOTHER. xyxy=(797,373,907,383)
column-2 xyxy=(173,29,324,1414)
batsman-name: G. Smith 222111 c Austin xyxy=(631,971,704,979)
paragraph: From recent Melbourne exchanges we learn that the proprietors of the Argus gave their annual dinner to their principal employees at Scott's Hotel, when some 60 gentlemen were present. The proprietors of the Age gave their annual dinner to all their employees in the shape of a picnic, when some 400 men, women and children went by steamer from Sandridge to Brighton, and enjoyed a thoroughly happy day. In the trifling matter the characteristics of the two papers peeps out. The Argus, highly respectable and conservative, acknowledges only heads of departments, the others are nobodies; the Age, democratic and vulgar, treats everyone alike, and that they may more fully enjoy themselves, includes in the invitation their wives and sweethearts apparently. xyxy=(933,175,1073,346)
batsman-name: E. Brown, 1141, c H. Smith, b G. Smith xyxy=(782,220,894,228)
batsman-runs: 9 xyxy=(767,971,771,979)
score-row xyxy=(631,1152,771,1161)
signature: MACLEAN & STEWART, Auctioneers. xyxy=(54,590,167,600)
